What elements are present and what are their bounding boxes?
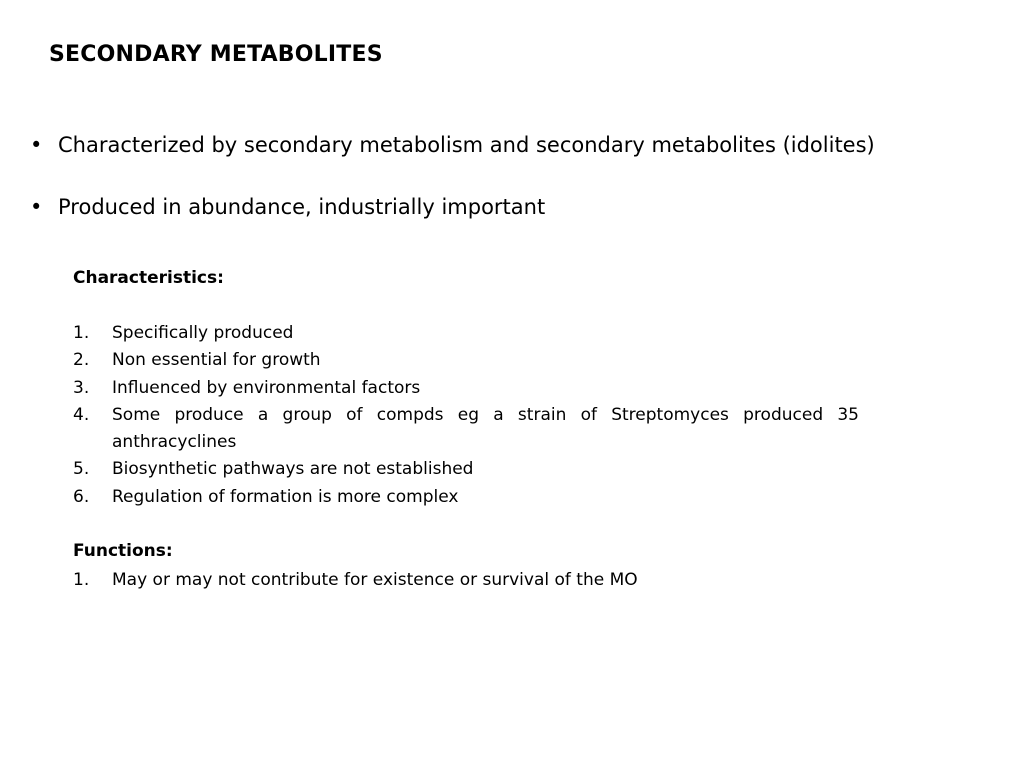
list-item-text: Influenced by environmental factors	[112, 377, 421, 398]
characteristics-list	[73, 320, 859, 511]
list-item-text: Some produce a group of compds eg a strain of Streptomyces produced 35 anthracyclines	[112, 404, 859, 453]
functions-heading: Functions:	[73, 541, 173, 561]
bullet-item	[30, 193, 1010, 221]
list-item-text: Non essential for growth	[112, 350, 321, 371]
bullet-item	[30, 131, 1010, 159]
list-item-text: Biosynthetic pathways are not established	[112, 459, 474, 480]
list-item-number: 6.	[73, 486, 90, 507]
bullet-text: Characterized by secondary metabolism and secondary metabolites (idolites)	[58, 133, 875, 157]
list-item-text: Regulation of formation is more complex	[112, 486, 459, 507]
list-item-number: 1.	[73, 570, 90, 590]
functions-list	[73, 567, 859, 594]
list-item-text: Specifically produced	[112, 323, 294, 343]
list-item-number: 3.	[73, 377, 90, 398]
list-item-number: 4.	[73, 404, 90, 425]
list-item	[73, 402, 859, 457]
bullet-marker: •	[30, 195, 43, 219]
bullet-marker: •	[30, 133, 43, 157]
list-item	[73, 347, 859, 374]
list-item	[73, 320, 859, 347]
list-item-number: 2.	[73, 350, 90, 371]
list-item	[73, 375, 859, 402]
list-item-number: 1.	[73, 323, 90, 343]
characteristics-heading: Characteristics:	[73, 268, 224, 288]
list-item-text: May or may not contribute for existence or survival of the MO	[112, 570, 638, 590]
bullet-text: Produced in abundance, industrially important	[58, 195, 546, 219]
list-item-number: 5.	[73, 459, 90, 480]
list-item	[73, 456, 859, 483]
slide-title: SECONDARY METABOLITES	[49, 42, 383, 67]
list-item	[73, 484, 859, 511]
bullet-list	[30, 131, 1010, 255]
list-item	[73, 567, 859, 594]
